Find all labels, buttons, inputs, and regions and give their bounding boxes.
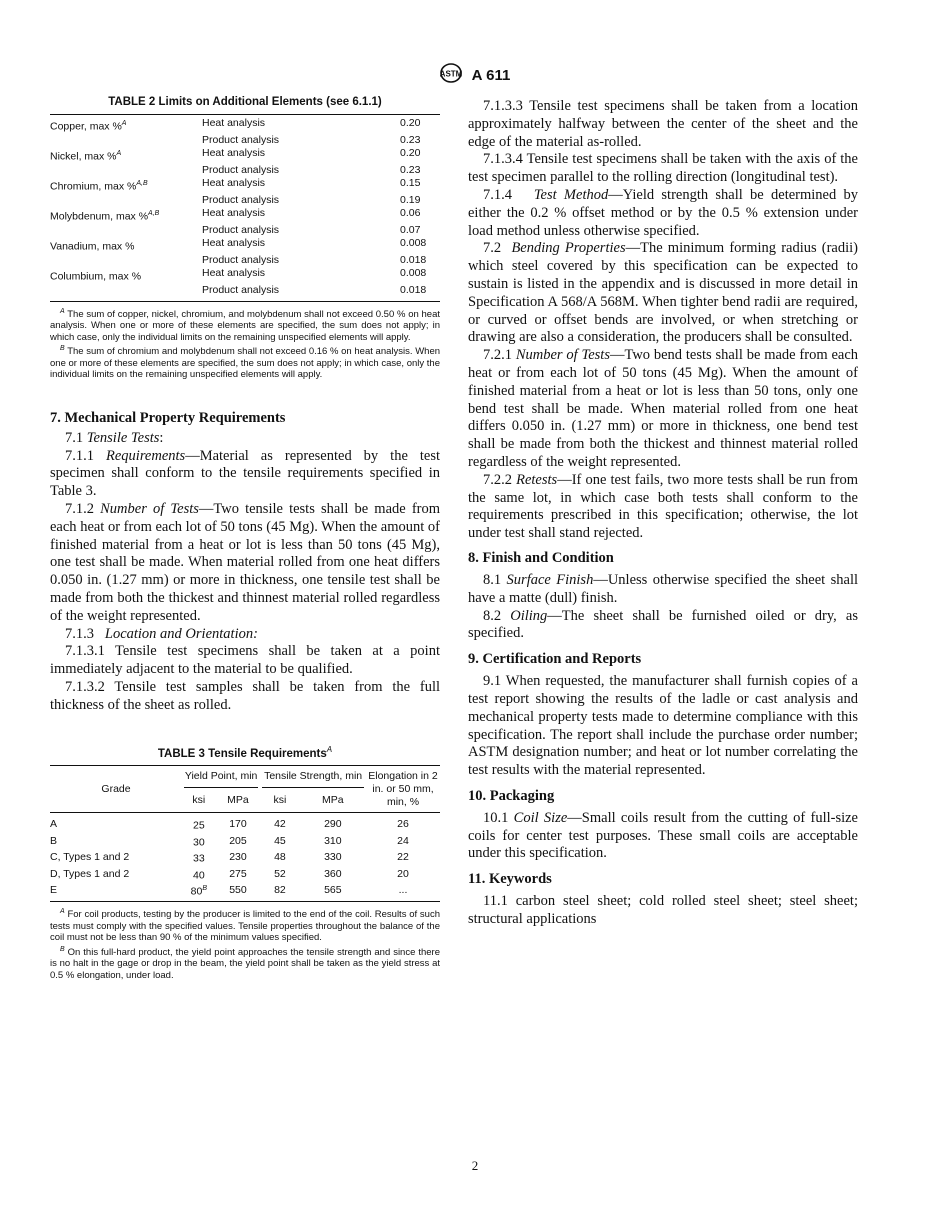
table-row	[50, 224, 440, 237]
table-row	[50, 177, 440, 194]
table-row	[50, 237, 440, 254]
elongation-cell: 22	[397, 851, 409, 864]
yield-ksi-cell: 40	[193, 869, 205, 882]
analysis-type: Product analysis	[202, 133, 280, 146]
table-2-body	[50, 117, 440, 298]
tensile-ksi-cell: 48	[274, 851, 286, 864]
section-8-heading: 8. Finish and Condition	[468, 549, 614, 566]
limit-value: 0.23	[400, 163, 421, 176]
unit-mpa: MPa	[216, 791, 261, 813]
yield-mpa-cell: 205	[229, 834, 247, 847]
analysis-type: Product analysis	[202, 163, 280, 176]
yield-mpa-cell: 275	[229, 867, 247, 880]
analysis-type: Product analysis	[202, 284, 280, 297]
table-2-footnote-a: $^A$ The sum of copper, nickel, chromium, and molybdenum shall not exceed 0.50 % on heat analysis. When one or more of these elements are specified, the sum does not apply; in which case, only the individual limits on the remaining unspecified elements will apply.	[50, 307, 440, 343]
limit-value: 0.018	[400, 284, 427, 297]
elongation-cell: 26	[397, 818, 409, 831]
table-row	[50, 833, 440, 850]
para-8-1: 8.1 Surface Finish—Unless otherwise specified the sheet shall have a matte (dull) finish.	[468, 571, 858, 606]
analysis-type: Product analysis	[202, 254, 280, 267]
limit-value: 0.07	[400, 224, 421, 237]
elongation-cell: 20	[397, 867, 409, 880]
yield-ksi-cell: 30	[193, 836, 205, 849]
yield-mpa-cell: 230	[229, 851, 247, 864]
grade-cell: D, Types 1 and 2	[50, 867, 130, 880]
limit-value: 0.20	[400, 117, 421, 129]
analysis-type: Heat analysis	[202, 147, 266, 160]
limit-value: 0.15	[400, 177, 421, 190]
col-yield-point: Yield Point, min	[182, 766, 260, 791]
analysis-type: Heat analysis	[202, 177, 266, 190]
svg-text:ASTM: ASTM	[439, 69, 462, 79]
element-name	[50, 134, 202, 147]
para-11-1: 11.1 carbon steel sheet; cold rolled steel sheet; steel sheet; structural applications	[468, 893, 858, 928]
grade-cell: A	[50, 818, 58, 831]
para-7-1-1: 7.1.1 Requirements—Material as represented by the test specimen shall conform to the tensile requirements specified in Table 3.	[50, 447, 441, 500]
table-3-title: TABLE 3 Tensile Requirements$^A$	[157, 744, 333, 760]
page-header	[0, 63, 950, 88]
para-7-1-4: 7.1.4 Test Method—Yield strength shall be determined by either the 0.2 % offset method or by the 0.5 % extension under load method unless otherwise specified.	[468, 186, 858, 239]
tensile-ksi-cell: 42	[274, 818, 286, 831]
para-8-2: 8.2 Oiling—The sheet shall be furnished oiled or dry, as specified.	[468, 607, 858, 642]
table-row	[50, 117, 440, 134]
grade-cell: E	[50, 884, 58, 897]
tensile-mpa-cell: 310	[324, 834, 342, 847]
unit-mpa: MPa	[300, 791, 366, 813]
analysis-type: Heat analysis	[202, 207, 266, 220]
table-3	[50, 745, 440, 982]
para-7-1: 7.1 Tensile Tests:	[65, 429, 164, 446]
table-3-footnote-b: $^B$ On this full-hard product, the yield point approaches the tensile strength and since there is no halt in the gage or drop in the beam, the yield point shall be taken as the yield stress at 0.5 % elongation, under load.	[50, 945, 440, 981]
section-7-heading: 7. Mechanical Property Requirements	[50, 409, 286, 426]
element-name	[50, 284, 202, 297]
para-7-2: 7.2 Bending Properties—The minimum forming radius (radii) which steel covered by this specification can be expected to sustain is listed in the appendix and is discussed in more detail in Specification A 568/A 568M. When tighter bend radii are required, or curved or offset bends are involved, or when stretching or drawing are also a consideration, the producers shall be consulted.	[468, 240, 859, 346]
yield-ksi-cell: 33	[193, 852, 205, 865]
right-column	[468, 98, 858, 929]
element-name	[50, 164, 202, 177]
col-tensile-strength: Tensile Strength, min	[260, 766, 366, 791]
page-number: 2	[471, 1158, 479, 1173]
tensile-mpa-cell: 565	[324, 884, 342, 897]
col-grade: Grade	[50, 766, 182, 813]
para-7-1-3: 7.1.3 Location and Orientation:	[65, 625, 258, 642]
astm-logo-icon	[440, 63, 462, 88]
table-2-footnote-b: $^B$ The sum of chromium and molybdenum shall not exceed 0.16 % on heat analysis. When one or more of these elements are specified, the sum does not apply; in which case, only the individual limits on the remaining unspecified elements will apply.	[50, 345, 441, 381]
para-10-1: 10.1 Coil Size—Small coils result from the cutting of full-size coils for center test purposes. These small coils are acceptable under this specification.	[468, 809, 858, 862]
analysis-type: Product analysis	[202, 193, 280, 206]
table-3-footnote-a: $^A$ For coil products, testing by the producer is limited to the end of the coil. Results of such tests must comply with the specified values. Tensile properties throughout the balance of the coil must not be less than 90 % of the minimum values specified.	[50, 907, 440, 944]
table-row	[50, 866, 440, 883]
grade-cell: B	[50, 834, 58, 847]
tensile-ksi-cell: 52	[274, 867, 286, 880]
left-column	[50, 96, 440, 981]
limit-value: 0.008	[400, 267, 427, 280]
element-name: Chromium, max %$^{A,B}$	[50, 180, 148, 193]
analysis-type: Product analysis	[202, 224, 280, 237]
element-name: Nickel, max %$^A$	[50, 150, 122, 163]
element-name: Molybdenum, max %$^{A,B}$	[50, 210, 160, 223]
table-row	[50, 207, 440, 224]
para-7-1-3-1: 7.1.3.1 Tensile test specimens shall be taken at a point immediately adjacent to the material to be qualified.	[50, 643, 440, 678]
table-2	[50, 96, 440, 381]
table-row	[50, 813, 440, 833]
table-row	[50, 164, 440, 177]
yield-mpa-cell: 170	[229, 818, 247, 831]
para-7-1-3-4: 7.1.3.4 Tensile test specimens shall be taken with the axis of the test specimen parallel to the rolling direction (longitudinal test).	[468, 151, 858, 186]
elongation-cell: ...	[398, 884, 408, 897]
tensile-mpa-cell: 290	[324, 818, 342, 831]
table-row	[50, 267, 440, 284]
table-row	[50, 134, 440, 147]
element-name	[50, 254, 202, 267]
yield-ksi-cell: 25	[193, 819, 205, 832]
table-row	[50, 882, 440, 899]
table-row	[50, 849, 440, 866]
element-name: Columbium, max %	[50, 270, 142, 283]
para-7-2-2: 7.2.2 Retests—If one test fails, two more tests shall be run from the same lot, in which case both tests shall conform to the requirements prescribed in this specification; otherwise, the lot under test shall stand rejected.	[468, 471, 858, 542]
tensile-ksi-cell: 82	[274, 884, 286, 897]
para-7-1-3-3: 7.1.3.3 Tensile test specimens shall be taken from a location approximately halfway between the center of the sheet and the edge of the material as-rolled.	[468, 98, 858, 150]
table-row	[50, 194, 440, 207]
limit-value: 0.23	[400, 133, 421, 146]
limit-value: 0.018	[400, 254, 427, 267]
limit-value: 0.20	[400, 147, 421, 160]
elongation-cell: 24	[397, 834, 409, 847]
table-2-title: TABLE 2 Limits on Additional Elements (see 6.1.1)	[108, 96, 382, 108]
tensile-ksi-cell: 45	[274, 834, 286, 847]
analysis-type: Heat analysis	[202, 267, 266, 280]
table-row	[50, 284, 440, 297]
yield-mpa-cell: 550	[229, 884, 247, 897]
element-name	[50, 224, 202, 237]
col-elongation: Elongation in 2 in. or 50 mm, min, %	[366, 766, 440, 813]
element-name	[50, 194, 202, 207]
para-7-1-3-2: 7.1.3.2 Tensile test samples shall be taken from the full thickness of the sheet as rolled.	[50, 679, 440, 713]
section-9-heading: 9. Certification and Reports	[468, 651, 642, 668]
limit-value: 0.06	[400, 207, 421, 220]
tensile-mpa-cell: 330	[324, 851, 342, 864]
section-11-heading: 11. Keywords	[468, 871, 552, 888]
unit-ksi: ksi	[182, 791, 216, 813]
element-name: Copper, max %$^A$	[50, 120, 127, 133]
element-name: Vanadium, max %	[50, 240, 135, 253]
table-3-body	[50, 766, 440, 899]
standard-designation: A 611	[471, 67, 511, 84]
section-10-heading: 10. Packaging	[468, 787, 555, 804]
para-9-1: 9.1 When requested, the manufacturer shall furnish copies of a test report showing the results of the ladle or cast analysis and mechanical property tests made to determine compliance with this specification. The report shall include the purchase order number; ASTM designation number; and heat or lot number correlating the test results with the material represented.	[468, 673, 858, 779]
limit-value: 0.19	[400, 193, 421, 206]
table-row	[50, 147, 440, 164]
unit-ksi: ksi	[260, 791, 299, 813]
para-7-1-2: 7.1.2 Number of Tests—Two tensile tests shall be made from each heat or from each lot of 50 tons (45 Mg). When the amount of finished material from a heat or lot is less than 50 tons (45 Mg), one test shall be made. When material rolled from one heat differs 0.050 in. (1.27 mm) or more in thickness, one tensile test shall be made from both the thickest and thinnest material rolled regardless of the weight represented.	[50, 501, 441, 624]
limit-value: 0.008	[400, 237, 427, 250]
tensile-mpa-cell: 360	[324, 867, 342, 880]
analysis-type: Heat analysis	[202, 117, 266, 129]
para-7-2-1: 7.2.1 Number of Tests—Two bend tests shall be made from each heat or from each lot of 50 tons (45 Mg). When the amount of finished material from a heat or lot is less than 50 tons, only one bend test shall be made. When material rolled from one heat differs 0.050 in. (1.27 mm) or more in thickness, one bend test shall be made from both the thickest and thinnest material rolled regardless of the weight represented.	[468, 347, 859, 470]
grade-cell: C, Types 1 and 2	[50, 851, 130, 864]
table-row	[50, 254, 440, 267]
analysis-type: Heat analysis	[202, 237, 266, 250]
yield-ksi-cell: $80^B$	[190, 885, 208, 898]
